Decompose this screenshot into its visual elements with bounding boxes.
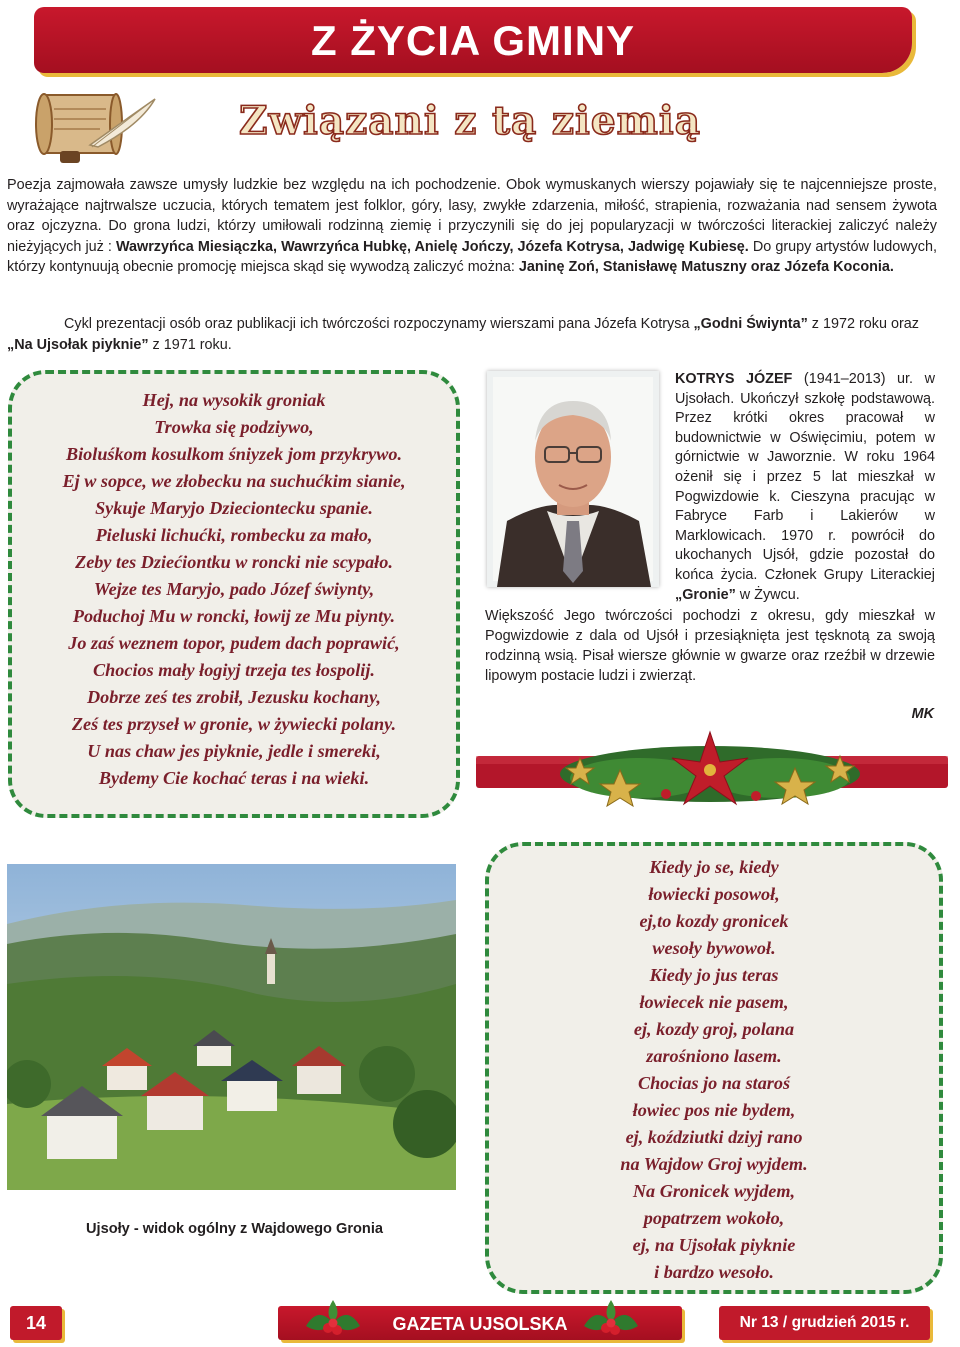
intro-paragraph [7, 175, 937, 278]
author-name: KOTRYS JÓZEF [675, 371, 793, 387]
poem-line: i bardzo wesoło. [654, 1262, 774, 1282]
poem-line: Ześ tes przyseł w gronie, w żywiecki polany. [71, 714, 397, 734]
poem-line: Zeby tes Dziećiontku w roncki nie scypało. [75, 552, 393, 572]
holly-icon [300, 1296, 366, 1344]
scroll-quill-icon [30, 85, 160, 165]
poem-line: łowiec pos nie bydem, [632, 1100, 796, 1120]
poem-box-godni-swiynta [8, 370, 460, 818]
deceased-authors: Wawrzyńca Miesiączka, Wawrzyńca Hubkę, Anielę Jończy, Józefa Kotrysa, Jadwigę Kubiesę. [115, 238, 749, 255]
poem-line: Chocios mały łogiyj trzeja tes łospolij. [93, 660, 375, 680]
poem-line: Sykuje Maryjo Dzieciontecku spanie. [95, 498, 373, 518]
poem-line: łowiecek nie pasem, [639, 992, 789, 1012]
article-title: Związani z tą ziemią [238, 98, 701, 144]
poem-line: Dobrze ześ tes zrobił, Jezusku kochany, [87, 687, 381, 707]
poem-line: Na Gronicek wyjdem, [632, 1181, 796, 1201]
poem-line: Pieluski lichućki, rombecku za mało, [95, 525, 373, 545]
author-signature: MK [911, 706, 934, 722]
literary-group: „Gronie” [675, 586, 736, 603]
intro-text: Poezja zajmowała zawsze umysły ludzkie bez względu na ich pochodzenie. Obok wymuskanych wierszy pojawiały się te najcenniejsze proste, wyrażające najtrwalsze uczucia, których tematem jest folklor, góry, lasy, zwykłe zdarzenia, miłość, strapienia, rozważania nad sensem żywota oraz ojczyzna. Do grona ludzi, którzy umiłowali rodzinną ziemię i przyczynili się do jej popularyzacji w twórczości literackiej zaliczyć należy nieżyjących już : [7, 177, 937, 255]
cycle-text: Cykl prezentacji osób oraz publikacji ich twórczości rozpoczynamy wierszami pana Józefa Kotrysa [64, 316, 694, 332]
issue-number: Nr 13 / grudzień 2015 r. [719, 1306, 930, 1340]
cycle-text-3: z 1971 roku. [148, 336, 232, 353]
poem-line: na Wajdow Groj wyjdem. [620, 1154, 808, 1174]
cycle-paragraph [7, 314, 937, 355]
poem-line: Wejze tes Maryjo, pado Józef świynty, [93, 579, 375, 599]
poem-line: Kiedy jo jus teras [649, 965, 779, 985]
bio-paragraph [675, 370, 935, 605]
poem-line: Ej w sopce, we złobecku na suchućkim sianie, [62, 471, 406, 491]
poem-line: Poduchoj Mu w roncki, łowij ze Mu piynty. [72, 606, 396, 626]
poem-line: łowiecki posowoł, [648, 884, 780, 904]
poem-line: Jo zaś weznem topor, pudem dach poprawić, [68, 633, 400, 653]
poem-line: Kiedy jo se, kiedy [649, 857, 779, 877]
poem-line: Bioluśkom kosulkom śniyzek jom przykrywo. [65, 444, 402, 464]
cycle-text-2: z 1972 roku oraz [807, 316, 919, 332]
poem-lines [12, 387, 456, 792]
poem-line: ej, koździutki dziyj rano [625, 1127, 803, 1147]
poem-line: U nas chaw jes piyknie, jedle i smereki, [87, 741, 381, 761]
bio-paragraph-wide: Większość Jego twórczości pochodzi z okresu, gdy mieszkał w Pogwizdowie z dala od Ujsół i przesiąknięta jest tęsknotą za swoją rodzinną wsią. Pisał wiersze głównie w gwarze oraz rzeźbił w drzewie lipowym postacie ludzi i zwierząt. [485, 608, 935, 684]
magazine-name: GAZETA UJSOLSKA [392, 1314, 568, 1334]
living-artists: Janinę Zoń, Stanisławę Matuszny oraz Józefa Koconia. [518, 259, 894, 275]
poem-title-1: „Godni Świynta” [693, 316, 808, 332]
author-portrait [487, 371, 659, 587]
holly-icon [578, 1296, 644, 1344]
intro-text-2: Do grupy artystów ludowych, którzy kontynuują obecnie promocję miejsca skąd się wywodzą zaliczyć można: [7, 238, 937, 275]
bio-text-end: w Żywcu. [735, 586, 800, 603]
village-landscape-photo [7, 864, 456, 1190]
poem-line: Hej, na wysokik groniak [142, 390, 326, 410]
poem-lines [489, 854, 939, 1286]
poem-title-2: „Na Ujsołak piyknie” [7, 336, 149, 353]
bio-text: (1941–2013) ur. w Ujsołach. Ukończył szkołę podstawową. Przez krótki okres pracował w budownictwie w Oświęcimiu, potem w górnictwie w Jaworznie. W roku 1964 ożenił się i przez 5 lat mieszkał w Pogwizdowie k. Cieszyna pracując w Fabryce Farb i Lakierów w Marklowicach. 1970 r. powrócił do ukochanych Ujsół, gdzie pozostał do końca życia. Członek Grupy Literackiej [675, 371, 935, 583]
poem-line: Bydemy Cie kochać teras i na wieki. [98, 768, 370, 788]
poem-line: ej, na Ujsołak piyknie [632, 1235, 796, 1255]
poem-line: wesoły bywowoł. [652, 938, 776, 958]
section-banner [34, 7, 912, 73]
poem-line: ej,to kozdy gronicek [639, 911, 789, 931]
poem-line: zarośniono lasem. [646, 1046, 782, 1066]
poem-line: ej, kozdy groj, polana [633, 1019, 795, 1039]
poem-line: popatrzem wokoło, [643, 1208, 785, 1228]
section-title: Z ŻYCIA GMINY [310, 17, 636, 64]
poem-line: Chocias jo na staroś [637, 1073, 791, 1093]
poem-box-na-ujsolak-piyknie [485, 842, 943, 1294]
poem-line: Trowka się podziywo, [154, 417, 314, 437]
page-number: 14 [10, 1306, 62, 1340]
photo-caption: Ujsoły - widok ogólny z Wajdowego Gronia [85, 1221, 384, 1237]
christmas-garland-image [470, 728, 952, 820]
